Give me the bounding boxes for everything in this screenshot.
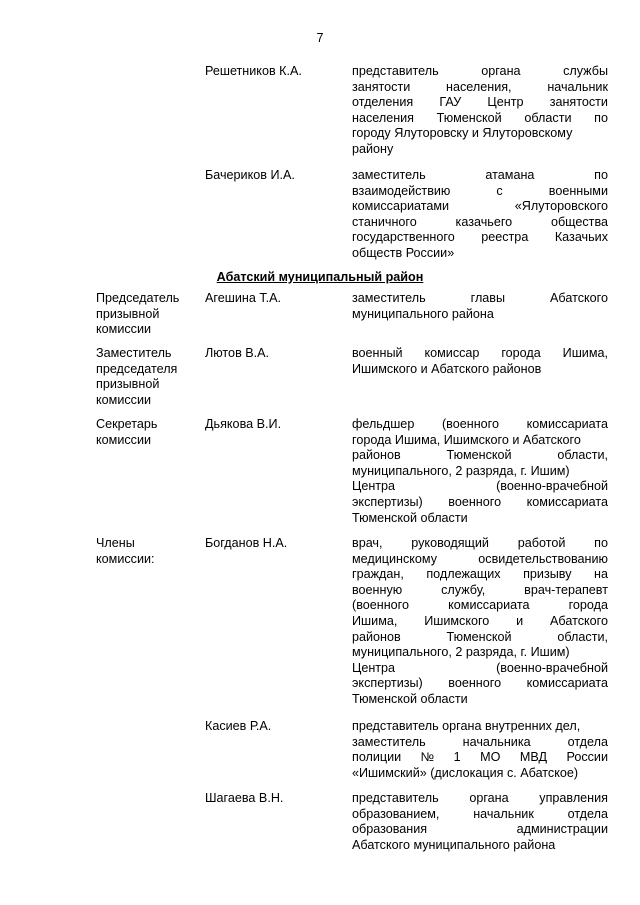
member-role-line: председателя bbox=[96, 361, 178, 376]
member-position-word: Центр bbox=[487, 95, 524, 110]
member-role-line: Члены bbox=[96, 536, 135, 550]
member-position-line bbox=[352, 735, 608, 751]
member-position-word: муниципального района bbox=[352, 306, 494, 321]
member-position-word: комиссариатами bbox=[352, 199, 450, 214]
member-position-word: подлежащих bbox=[426, 567, 501, 582]
member-position-word: образованием, bbox=[352, 806, 440, 821]
member-role-line: комиссии bbox=[96, 322, 152, 337]
member-position-line bbox=[352, 479, 608, 495]
member-position-line bbox=[352, 95, 608, 111]
member-position-word: занятости bbox=[549, 95, 608, 110]
member-position-word: города bbox=[501, 346, 541, 360]
member-position-word: по bbox=[594, 110, 608, 125]
member-position-word: 1 bbox=[453, 750, 461, 765]
member-position-word: комиссариата bbox=[526, 494, 608, 509]
member-position-word: (военного bbox=[441, 417, 499, 431]
member-name: Богданов Н.А. bbox=[205, 536, 288, 550]
member-position bbox=[352, 168, 608, 262]
member-position-word: районов bbox=[352, 448, 401, 463]
member-position-word: по bbox=[594, 536, 608, 550]
member-position-word: заместитель bbox=[352, 734, 426, 749]
member-position-word: образования bbox=[352, 822, 428, 837]
member-position-line bbox=[352, 307, 608, 323]
member-position-word: ГАУ bbox=[439, 95, 462, 110]
member-position-line bbox=[352, 80, 608, 96]
member-position-line bbox=[352, 719, 608, 735]
member-position-word: МО bbox=[480, 750, 501, 765]
member-position bbox=[352, 791, 608, 853]
member-position-word: медицинскому bbox=[352, 551, 438, 566]
member-position-line bbox=[352, 807, 608, 823]
member-position-word: занятости bbox=[352, 79, 411, 94]
member-position-word: военного bbox=[448, 676, 502, 691]
member-position-word: (военного bbox=[352, 598, 409, 613]
member-position-line bbox=[352, 464, 608, 480]
member-position-line bbox=[352, 417, 608, 433]
member-role-line: Секретарь bbox=[96, 417, 158, 431]
member-position-word: заместитель bbox=[352, 291, 426, 305]
member-position-word: Казачьих bbox=[554, 230, 608, 245]
member-position-line bbox=[352, 215, 608, 231]
member-position-line bbox=[352, 676, 608, 692]
member-position-word: фельдшер bbox=[352, 417, 415, 431]
member-role-line: Председатель bbox=[96, 291, 180, 305]
member-position-word: освидетельствованию bbox=[478, 551, 608, 566]
member-position-line bbox=[352, 838, 608, 854]
member-role-line: призывной bbox=[96, 306, 160, 321]
member-position-word: муниципального, 2 разряда, г. Ишим) bbox=[352, 463, 570, 478]
member-position-word: военную bbox=[352, 582, 403, 597]
member-position-word: врач-терапевт bbox=[524, 582, 608, 597]
member-position-word: Ишима, bbox=[352, 613, 398, 628]
page-number: 7 bbox=[316, 31, 324, 45]
member-position-word: «Ишимский» (дислокация с. Абатское) bbox=[352, 765, 579, 780]
member-position-word: экспертизы) bbox=[352, 676, 423, 691]
member-position-word: Центра bbox=[352, 660, 396, 675]
member-position-word: России bbox=[566, 750, 608, 765]
member-position-word: Абатского муниципального района bbox=[352, 837, 556, 852]
member-role-line: Заместитель bbox=[96, 346, 172, 360]
member-position-word: государственного bbox=[352, 230, 455, 245]
member-role bbox=[96, 346, 198, 408]
member-position-line bbox=[352, 822, 608, 838]
member-name: Касиев Р.А. bbox=[205, 719, 272, 733]
member-position-word: военными bbox=[548, 183, 608, 198]
member-position bbox=[352, 291, 608, 322]
member-position-word: начальник bbox=[547, 79, 608, 94]
member-role-line: комиссии: bbox=[96, 551, 155, 566]
member-position-word: службы bbox=[563, 64, 608, 78]
member-position-line bbox=[352, 111, 608, 127]
member-position-word: Ишимского и Абатского районов bbox=[352, 361, 542, 376]
member-position-word: представитель bbox=[352, 791, 439, 805]
member-position-word: города Ишима, Ишимского и Абатского bbox=[352, 432, 581, 447]
member-position-line bbox=[352, 598, 608, 614]
member-position-line bbox=[352, 64, 608, 80]
member-position-word: комиссар bbox=[424, 346, 480, 360]
member-position-word: органа bbox=[481, 64, 521, 78]
member-position-word: реестра bbox=[481, 230, 529, 245]
member-position-word: взаимодействию bbox=[352, 183, 451, 198]
member-position-line bbox=[352, 168, 608, 184]
member-position-line bbox=[352, 583, 608, 599]
member-position-word: обществ России» bbox=[352, 245, 455, 260]
member-position-line bbox=[352, 142, 608, 158]
member-position-line bbox=[352, 567, 608, 583]
member-position-line bbox=[352, 291, 608, 307]
member-position-word: казачьего bbox=[455, 214, 513, 229]
member-position-word: области, bbox=[557, 629, 608, 644]
member-position-word: Тюменской bbox=[436, 110, 502, 125]
member-position-word: экспертизы) bbox=[352, 494, 423, 509]
member-position-word: (военно-врачебной bbox=[496, 660, 608, 675]
member-position-word: МВД bbox=[519, 750, 548, 765]
member-role-line: комиссии bbox=[96, 392, 152, 407]
member-position-word: главы bbox=[470, 291, 506, 305]
member-position-word: районов bbox=[352, 629, 401, 644]
member-position-line bbox=[352, 433, 608, 449]
member-position-word: Ишимского bbox=[424, 613, 490, 628]
member-position-line bbox=[352, 199, 608, 215]
member-position-word: Абатского bbox=[550, 291, 608, 305]
member-position-word: военный bbox=[352, 346, 403, 360]
member-position-word: администрации bbox=[516, 822, 608, 837]
member-position-line bbox=[352, 750, 608, 766]
member-position-word: заместитель bbox=[352, 168, 426, 182]
member-position-word: Ишима, bbox=[562, 346, 608, 360]
member-position-word: работой bbox=[517, 536, 566, 550]
member-position-word: полиции bbox=[352, 750, 402, 765]
member-position-line bbox=[352, 495, 608, 511]
member-position bbox=[352, 64, 608, 158]
member-position-line bbox=[352, 692, 608, 708]
member-name: Лютов В.А. bbox=[205, 346, 270, 360]
member-position-word: комиссариата bbox=[448, 598, 530, 613]
member-position-word: Тюменской bbox=[446, 448, 512, 463]
member-position-word: «Ялуторовского bbox=[514, 199, 608, 214]
member-position bbox=[352, 417, 608, 526]
member-position-word: общества bbox=[550, 214, 608, 229]
member-position-word: комиссариата bbox=[526, 676, 608, 691]
member-position-line bbox=[352, 126, 608, 142]
member-position-word: Тюменской области bbox=[352, 691, 468, 706]
member-position bbox=[352, 536, 608, 708]
member-position-word: станичного bbox=[352, 214, 417, 229]
member-position-word: населения bbox=[352, 110, 415, 125]
member-position-word: атамана bbox=[485, 168, 535, 182]
member-position-word: и bbox=[516, 613, 524, 628]
member-position-line bbox=[352, 536, 608, 552]
member-position-line bbox=[352, 552, 608, 568]
member-position-word: врач, bbox=[352, 536, 383, 550]
member-position-word: начальник bbox=[473, 806, 534, 821]
member-position-word: руководящий bbox=[411, 536, 489, 550]
member-position-word: начальника bbox=[462, 734, 531, 749]
member-name: Бачериков И.А. bbox=[205, 168, 295, 182]
member-position-line bbox=[352, 184, 608, 200]
member-position-line bbox=[352, 448, 608, 464]
member-name: Агешина Т.А. bbox=[205, 291, 282, 305]
member-role bbox=[96, 536, 198, 567]
member-position-word: области, bbox=[557, 448, 608, 463]
member-position-line bbox=[352, 230, 608, 246]
member-position-word: с bbox=[496, 183, 503, 198]
member-position-word: муниципального, 2 разряда, г. Ишим) bbox=[352, 645, 570, 660]
member-position-word: Центра bbox=[352, 479, 396, 494]
member-position-line bbox=[352, 362, 608, 378]
member-name: Дьякова В.И. bbox=[205, 417, 282, 431]
section-heading: Абатский муниципальный район bbox=[216, 270, 424, 284]
member-position-line bbox=[352, 630, 608, 646]
member-position-line bbox=[352, 766, 608, 782]
member-name: Решетников К.А. bbox=[205, 64, 302, 78]
member-position-word: Тюменской области bbox=[352, 510, 468, 525]
member-position-line bbox=[352, 614, 608, 630]
member-position-word: району bbox=[352, 141, 394, 156]
member-position-line bbox=[352, 661, 608, 677]
member-name: Шагаева В.Н. bbox=[205, 791, 284, 805]
member-position-word: представитель органа внутренних дел, bbox=[352, 719, 581, 733]
member-position-line bbox=[352, 246, 608, 262]
member-role-line: комиссии bbox=[96, 432, 152, 447]
member-position-word: отдела bbox=[567, 734, 608, 749]
member-position-line bbox=[352, 791, 608, 807]
member-position-word: Тюменской bbox=[446, 629, 512, 644]
member-role bbox=[96, 291, 198, 338]
member-position-word: военного bbox=[448, 494, 502, 509]
member-position-word: представитель bbox=[352, 64, 439, 78]
member-position-word: Абатского bbox=[550, 613, 608, 628]
member-position-word: комиссариата bbox=[526, 417, 608, 431]
member-position-line bbox=[352, 511, 608, 527]
member-position bbox=[352, 346, 608, 377]
member-position-word: службу, bbox=[441, 582, 486, 597]
member-position-word: управления bbox=[539, 791, 608, 805]
member-position-line bbox=[352, 645, 608, 661]
member-position-word: № bbox=[420, 750, 435, 765]
member-position-word: области bbox=[524, 110, 572, 125]
member-position-word: граждан, bbox=[352, 567, 404, 582]
member-position bbox=[352, 719, 608, 781]
member-position-word: призыву bbox=[523, 567, 572, 582]
member-position-word: городу Ялуторовску и Ялуторовскому bbox=[352, 126, 573, 141]
member-role-line: призывной bbox=[96, 377, 160, 392]
member-position-word: органа bbox=[469, 791, 509, 805]
member-position-word: (военно-врачебной bbox=[496, 479, 608, 494]
member-role bbox=[96, 417, 198, 448]
member-position-word: по bbox=[594, 168, 608, 182]
member-position-word: отдела bbox=[567, 806, 608, 821]
member-position-word: отделения bbox=[352, 95, 414, 110]
member-position-line bbox=[352, 346, 608, 362]
member-position-word: на bbox=[594, 567, 608, 582]
member-position-word: города bbox=[568, 598, 608, 613]
member-position-word: населения, bbox=[446, 79, 512, 94]
